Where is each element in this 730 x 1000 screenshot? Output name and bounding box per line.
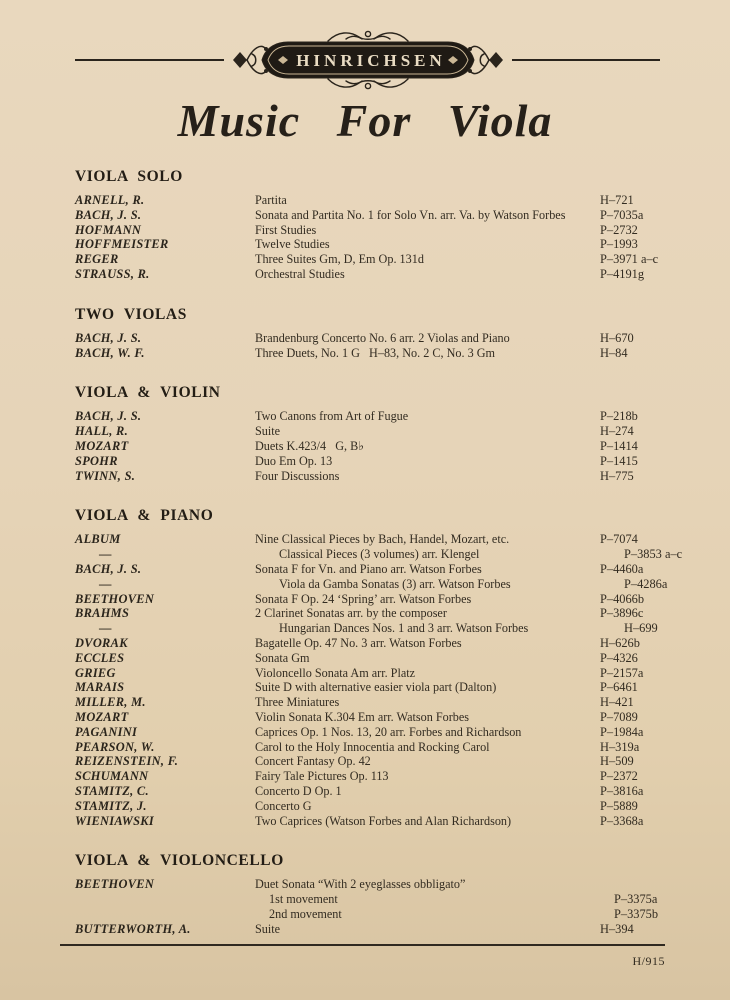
title-cell: Caprices Op. 1 Nos. 13, 20 arr. Forbes and Richardson bbox=[255, 724, 522, 739]
composer-cell: HOFMANN bbox=[75, 222, 142, 237]
catalog-row bbox=[75, 223, 672, 238]
title-cell: Sonata and Partita No. 1 for Solo Vn. arr. Va. by Watson Forbes bbox=[255, 207, 566, 222]
catalog-row bbox=[75, 424, 672, 439]
catalog-number-cell: P–4286a bbox=[624, 576, 668, 591]
section-heading: VIOLA SOLO bbox=[75, 168, 183, 185]
title-cell: 1st movement bbox=[269, 892, 338, 907]
title-cell: Hungarian Dances Nos. 1 and 3 arr. Watson Forbes bbox=[279, 621, 529, 636]
title-cell: Concerto G bbox=[255, 798, 312, 813]
section-heading: TWO VIOLAS bbox=[75, 305, 187, 323]
catalog-number-cell: H–626b bbox=[600, 635, 640, 650]
title-cell: Suite bbox=[255, 921, 281, 936]
catalog-number-cell: P–1993 bbox=[600, 237, 638, 252]
catalog-number-cell: H–394 bbox=[600, 921, 634, 936]
section-heading: VIOLA & PIANO bbox=[75, 507, 214, 525]
composer-cell: — bbox=[99, 621, 112, 636]
composer-cell: STAMITZ, J. bbox=[75, 798, 147, 813]
title-cell: 2 Clarinet Sonatas arr. by the composer bbox=[255, 606, 447, 621]
catalog-number-cell: P–4460a bbox=[600, 561, 644, 576]
catalog-number-cell: P–4326 bbox=[600, 650, 638, 665]
title-cell: Concert Fantasy Op. 42 bbox=[255, 754, 371, 769]
title-cell: Fairy Tale Pictures Op. 113 bbox=[255, 769, 389, 784]
catalog-number-cell: P–4066b bbox=[600, 591, 645, 606]
catalog-row bbox=[75, 769, 672, 784]
catalog-row bbox=[75, 454, 672, 469]
composer-cell bbox=[75, 907, 255, 922]
title-cell: Duo Em Op. 13 bbox=[255, 453, 333, 468]
catalog-row bbox=[75, 208, 672, 223]
composer-cell: — bbox=[99, 576, 112, 591]
catalog-number-cell: H–670 bbox=[600, 330, 634, 345]
catalog-number-cell: H–721 bbox=[600, 193, 634, 207]
catalog-number-cell: P–3816a bbox=[600, 783, 644, 798]
catalog-number-cell: H–319a bbox=[600, 739, 640, 754]
catalog-number-cell: P–3375a bbox=[614, 892, 658, 907]
catalog-section bbox=[75, 384, 672, 483]
title-cell: Two Caprices (Watson Forbes and Alan Richardson) bbox=[255, 813, 512, 828]
composer-cell: BRAHMS bbox=[75, 606, 130, 621]
composer-cell: REGER bbox=[75, 252, 119, 267]
composer-cell: ALBUM bbox=[75, 532, 121, 547]
title-cell: Two Canons from Art of Fugue bbox=[255, 409, 409, 424]
composer-cell: PAGANINI bbox=[75, 724, 138, 739]
catalog-number-cell: P–6461 bbox=[600, 680, 638, 695]
catalog-row bbox=[75, 547, 683, 562]
title-cell: Twelve Studies bbox=[255, 237, 330, 252]
title-cell: Viola da Gamba Sonatas (3) arr. Watson Forbes bbox=[279, 576, 511, 591]
catalog-number-cell: P–218b bbox=[600, 409, 638, 424]
catalog-row bbox=[75, 922, 672, 937]
catalog-number-cell: P–7089 bbox=[600, 709, 638, 724]
title-cell: Classical Pieces (3 volumes) arr. Klengel bbox=[279, 547, 480, 562]
catalog-row bbox=[75, 469, 672, 484]
title-cell: Partita bbox=[255, 193, 287, 207]
catalog-number-cell: P–7035a bbox=[600, 207, 644, 222]
catalog-number-cell: P–1414 bbox=[600, 438, 638, 453]
composer-cell: BUTTERWORTH, A. bbox=[75, 921, 191, 936]
composer-cell: BACH, J. S. bbox=[75, 207, 142, 222]
catalog bbox=[75, 168, 683, 960]
catalog-row bbox=[75, 754, 672, 769]
title-cell: Sonata F for Vn. and Piano arr. Watson Forbes bbox=[255, 561, 482, 576]
catalog-number-cell: P–4191g bbox=[600, 266, 645, 281]
catalog-row bbox=[75, 409, 672, 424]
catalog-number-cell: H–84 bbox=[600, 345, 628, 360]
composer-cell: BEETHOVEN bbox=[75, 877, 155, 892]
catalog-number-cell: P–3853 a–c bbox=[624, 547, 683, 562]
title-cell: Suite bbox=[255, 424, 281, 439]
title-cell: Three Duets, No. 1 G H–83, No. 2 C, No. 3 Gm bbox=[255, 345, 496, 360]
catalog-row bbox=[75, 577, 672, 592]
composer-cell: MARAIS bbox=[75, 680, 125, 695]
title-cell: Sonata Gm bbox=[255, 650, 310, 665]
section-rows bbox=[75, 193, 672, 282]
header-rule-left bbox=[75, 59, 224, 61]
title-cell: Bagatelle Op. 47 No. 3 arr. Watson Forbes bbox=[255, 635, 462, 650]
catalog-row bbox=[75, 439, 672, 454]
catalog-section bbox=[75, 507, 683, 828]
plate-number: H/915 bbox=[632, 954, 665, 968]
composer-cell: STAMITZ, C. bbox=[75, 783, 149, 798]
catalog-number-cell: H–421 bbox=[600, 695, 634, 710]
catalog-row bbox=[75, 252, 672, 267]
catalog-row bbox=[75, 636, 672, 651]
catalog-section bbox=[75, 306, 672, 361]
header-rule-right bbox=[512, 59, 661, 61]
catalog-row bbox=[75, 680, 672, 695]
composer-cell: SPOHR bbox=[75, 453, 118, 468]
catalog-number-cell: H–775 bbox=[600, 468, 634, 483]
catalog-row bbox=[75, 532, 672, 547]
catalog-row bbox=[75, 592, 672, 607]
composer-cell: BEETHOVEN bbox=[75, 591, 155, 606]
page-footer bbox=[60, 944, 665, 969]
composer-cell: HOFFMEISTER bbox=[75, 237, 169, 252]
catalog-number-cell: P–2372 bbox=[600, 769, 638, 784]
page-title: Music For Viola bbox=[177, 95, 553, 146]
catalog-row bbox=[75, 621, 672, 636]
section-rows bbox=[75, 409, 672, 483]
composer-cell: SCHUMANN bbox=[75, 769, 149, 784]
composer-cell: REIZENSTEIN, F. bbox=[75, 754, 179, 769]
catalog-row bbox=[75, 193, 672, 208]
catalog-row bbox=[75, 346, 672, 361]
title-cell: Violin Sonata K.304 Em arr. Watson Forbes bbox=[255, 709, 470, 724]
catalog-number-cell: P–1984a bbox=[600, 724, 644, 739]
composer-cell: MOZART bbox=[75, 438, 129, 453]
footer-rule bbox=[60, 944, 665, 946]
composer-cell bbox=[75, 892, 255, 907]
composer-cell: MILLER, M. bbox=[75, 695, 146, 710]
catalog-number-cell: P–3375b bbox=[614, 906, 659, 921]
catalog-row bbox=[75, 651, 672, 666]
catalog-row bbox=[75, 725, 672, 740]
composer-cell: — bbox=[99, 547, 112, 562]
catalog-number-cell: P–7074 bbox=[600, 532, 638, 547]
title-cell: Three Miniatures bbox=[255, 695, 340, 710]
title-cell: 2nd movement bbox=[269, 906, 342, 921]
catalog-row bbox=[75, 331, 672, 346]
catalog-number-cell: H–274 bbox=[600, 424, 634, 439]
composer-cell: ARNELL, R. bbox=[75, 193, 145, 207]
composer-cell: BACH, J. S. bbox=[75, 561, 142, 576]
composer-cell: BACH, J. S. bbox=[75, 409, 142, 424]
composer-cell: GRIEG bbox=[75, 665, 116, 680]
composer-cell: DVORAK bbox=[75, 635, 128, 650]
title-cell: Duets K.423/4 G, B♭ bbox=[255, 438, 365, 453]
catalog-number-cell: P–2732 bbox=[600, 222, 638, 237]
catalog-number-cell: P–5889 bbox=[600, 798, 638, 813]
catalog-row bbox=[75, 877, 672, 892]
section-rows bbox=[75, 331, 672, 361]
title-cell: Four Discussions bbox=[255, 468, 340, 483]
composer-cell: WIENIAWSKI bbox=[75, 813, 154, 828]
title-cell: Brandenburg Concerto No. 6 arr. 2 Violas and Piano bbox=[255, 330, 510, 345]
catalog-number-cell: H–509 bbox=[600, 754, 634, 769]
catalog-row bbox=[75, 695, 672, 710]
banner-ornament-bottom bbox=[328, 79, 408, 89]
catalog-row bbox=[75, 814, 672, 829]
catalog-row bbox=[75, 784, 672, 799]
catalog-number-cell bbox=[600, 877, 672, 892]
catalog-row bbox=[75, 799, 672, 814]
catalog-row bbox=[75, 562, 672, 577]
catalog-section bbox=[75, 852, 672, 936]
composer-cell: HALL, R. bbox=[75, 424, 128, 439]
catalog-section bbox=[75, 168, 672, 282]
section-heading: VIOLA & VIOLIN bbox=[75, 384, 221, 402]
catalog-row bbox=[75, 267, 672, 282]
composer-cell: ECCLES bbox=[75, 650, 125, 665]
composer-cell: BACH, W. F. bbox=[75, 345, 145, 360]
title-cell: Carol to the Holy Innocentia and Rocking Carol bbox=[255, 739, 490, 754]
page-header bbox=[75, 28, 660, 92]
banner-ornament-top bbox=[328, 31, 408, 41]
catalog-number-cell: P–1415 bbox=[600, 453, 638, 468]
brand-name: HINRICHSEN bbox=[295, 51, 446, 70]
catalog-number-cell: P–3896c bbox=[600, 606, 644, 621]
hinrichsen-banner bbox=[226, 28, 510, 92]
catalog-number-cell: P–2157a bbox=[600, 665, 644, 680]
catalog-row bbox=[75, 666, 672, 681]
catalog-row bbox=[75, 237, 672, 252]
section-rows bbox=[75, 877, 672, 936]
composer-cell: TWINN, S. bbox=[75, 468, 136, 483]
catalog-row bbox=[75, 710, 672, 725]
title-cell: Three Suites Gm, D, Em Op. 131d bbox=[255, 252, 424, 267]
composer-cell: PEARSON, W. bbox=[75, 739, 155, 754]
title-cell: Concerto D Op. 1 bbox=[255, 783, 342, 798]
catalog-number-cell: H–699 bbox=[624, 621, 658, 636]
title-cell: Duet Sonata “With 2 eyeglasses obbligato” bbox=[255, 877, 466, 892]
composer-cell: STRAUSS, R. bbox=[75, 266, 150, 281]
catalog-row bbox=[75, 740, 672, 755]
title-cell: Sonata F Op. 24 ‘Spring’ arr. Watson Forbes bbox=[255, 591, 472, 606]
composer-cell: MOZART bbox=[75, 709, 129, 724]
catalog-row bbox=[75, 606, 672, 621]
catalog-row bbox=[75, 892, 672, 907]
composer-cell: BACH, J. S. bbox=[75, 330, 142, 345]
title-cell: First Studies bbox=[255, 222, 317, 237]
title-cell: Suite D with alternative easier viola part (Dalton) bbox=[255, 680, 497, 695]
title-cell: Orchestral Studies bbox=[255, 266, 345, 281]
section-rows bbox=[75, 532, 683, 828]
title-cell: Violoncello Sonata Am arr. Platz bbox=[255, 665, 416, 680]
catalog-number-cell: P–3368a bbox=[600, 813, 644, 828]
section-heading: VIOLA & VIOLONCELLO bbox=[75, 852, 284, 870]
catalog-row bbox=[75, 907, 672, 922]
catalog-number-cell: P–3971 a–c bbox=[600, 252, 659, 267]
title-cell: Nine Classical Pieces by Bach, Handel, Mozart, etc. bbox=[255, 532, 510, 547]
